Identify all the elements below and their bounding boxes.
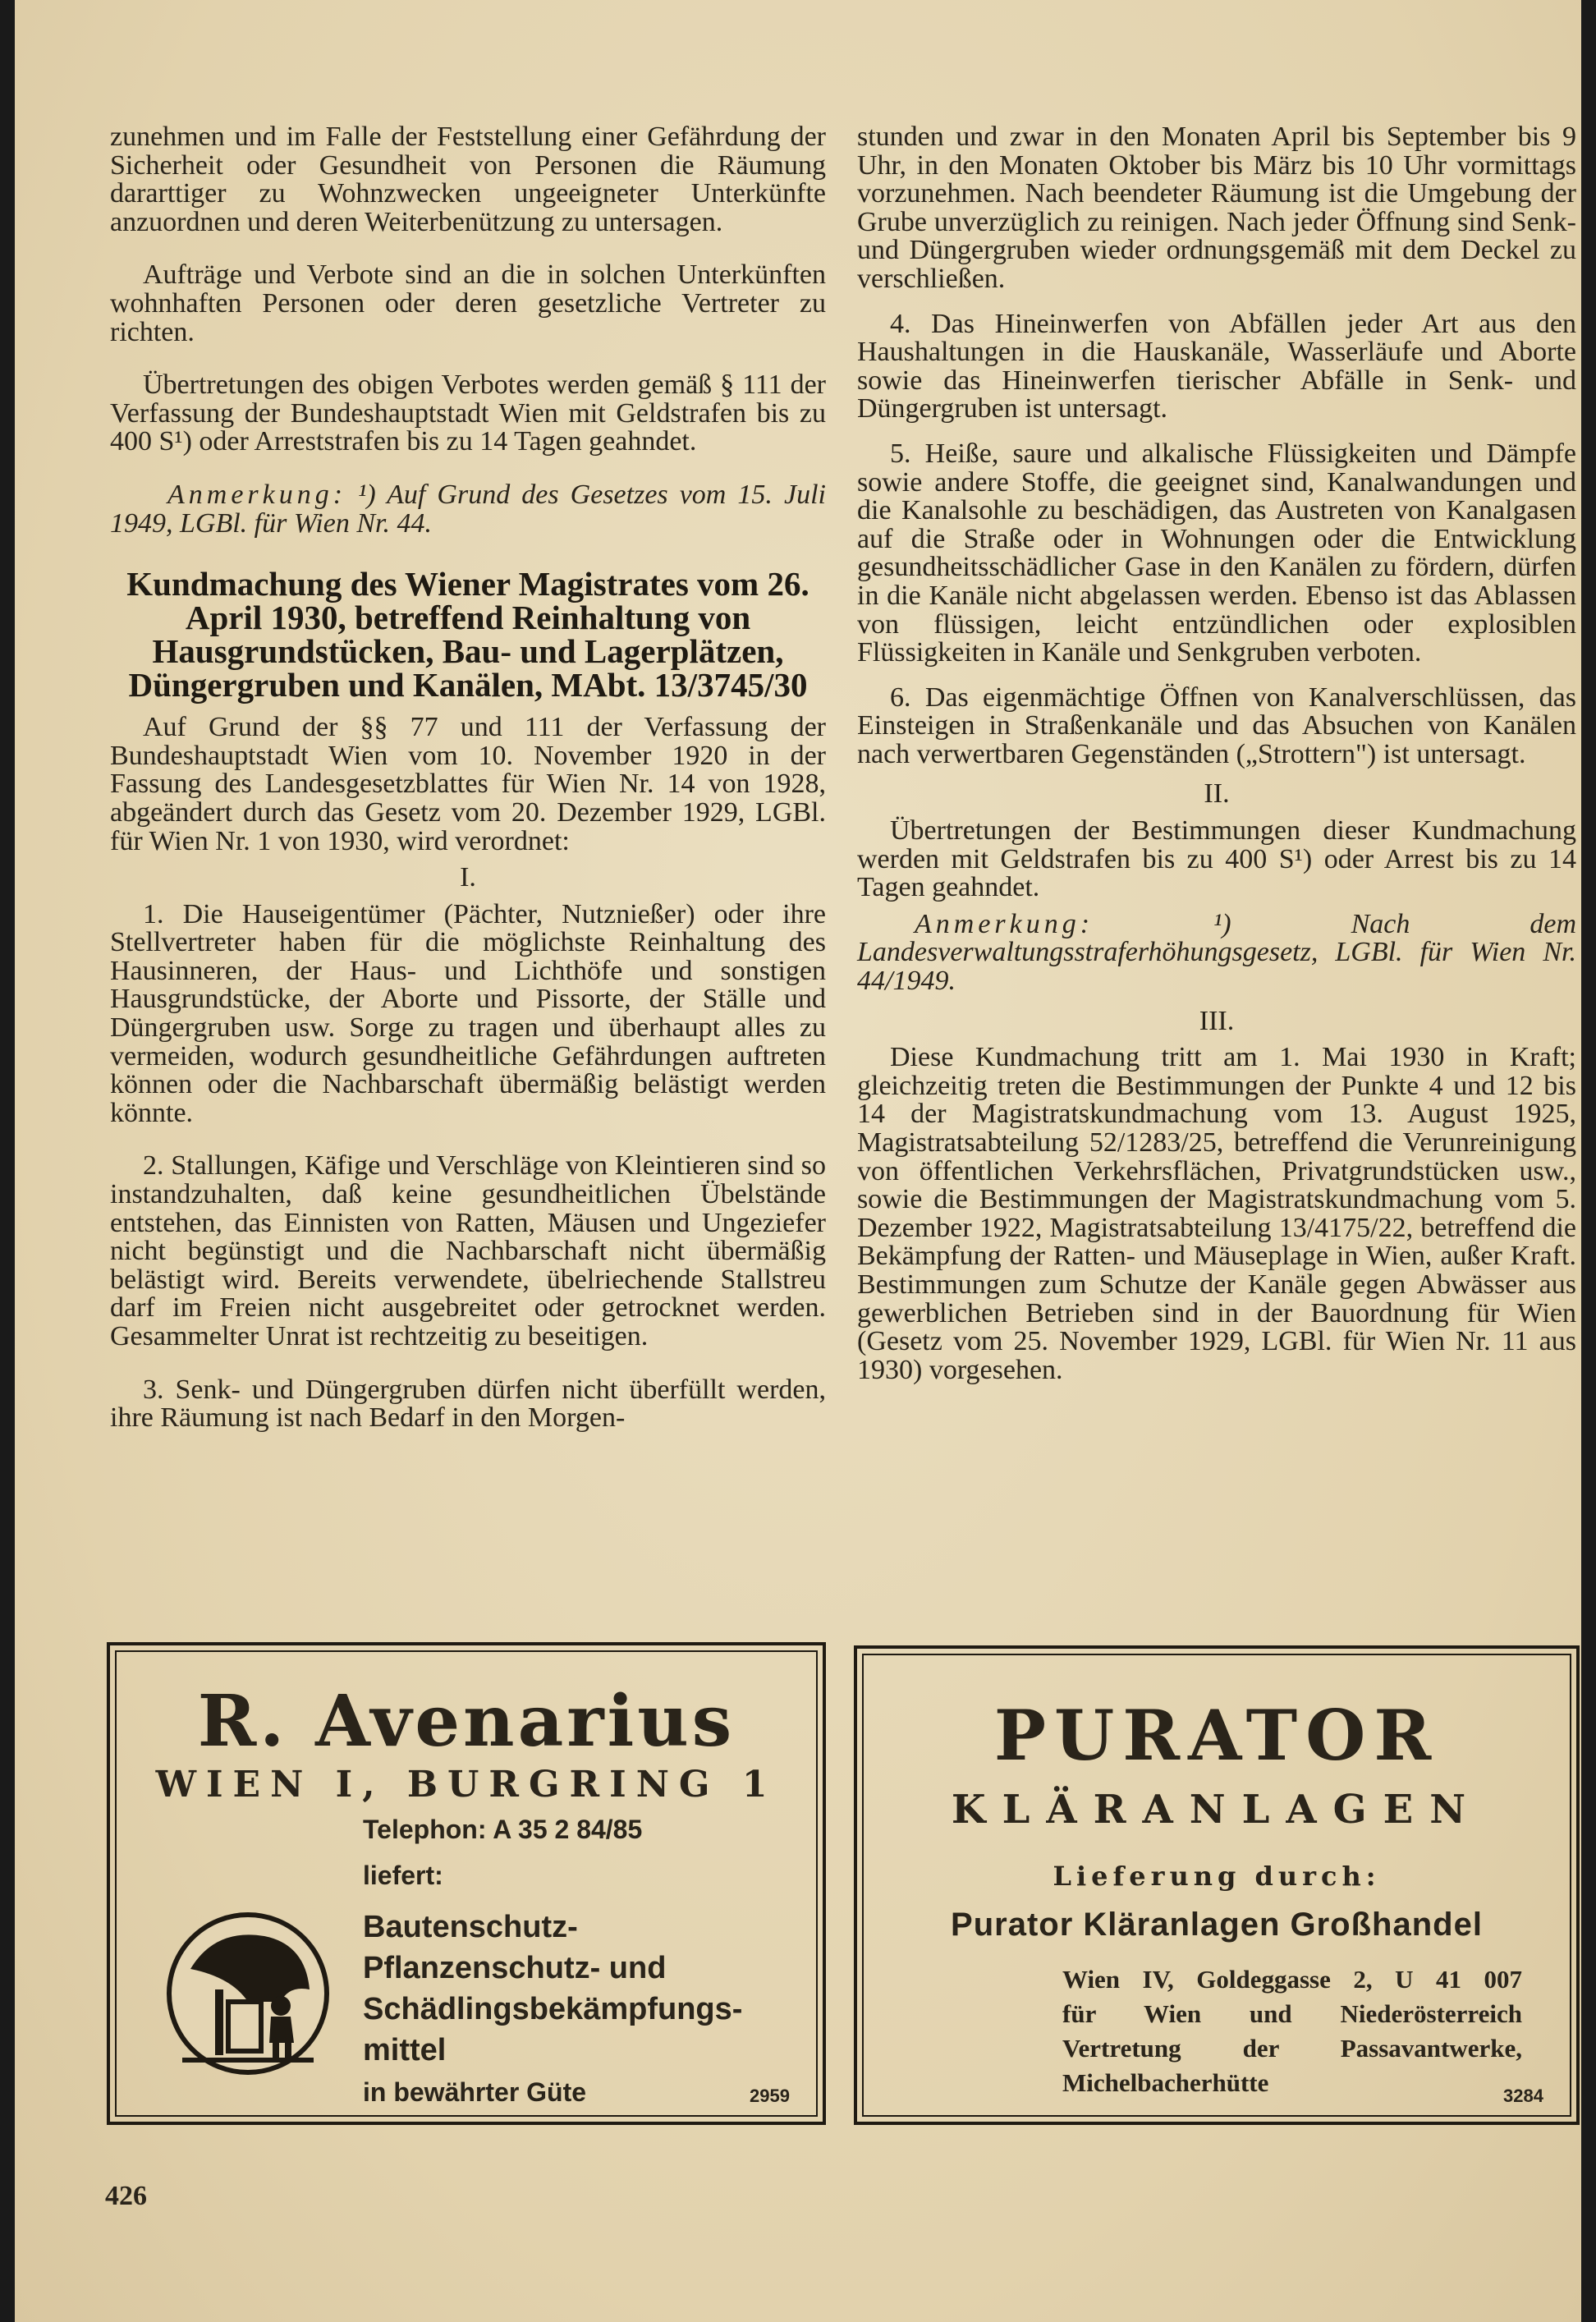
- company-phone: Telephon: A 35 2 84/85: [363, 1815, 643, 1844]
- paragraph: Übertretungen des obigen Verbotes werden gemäß § 111 der Verfassung der Bundeshauptstadt Wien mit Geldstrafen bis zu 400 S¹) oder Arreststrafen bis zu 14 Tagen geahndet.: [110, 369, 826, 457]
- company-name: R. Avenarius: [197, 1680, 736, 1763]
- paragraph: 2. Stallungen, Käfige und Verschläge von Kleintieren sind so instandzuhalten, daß keine gesundheitlichen Übelstände entstehen, das Einnisten von Ratten, Mäusen und Ungeziefer nicht begünstigt und die Nachbarschaft nicht übermäßig belästigt wird. Bereits verwendete, übelriechende Stallstreu darf im Freien nicht ausgebreitet oder getrocknet werden. Gesammelter Unrat ist rechtzeitig zu beseitigen.: [110, 1150, 826, 1351]
- paragraph: 3. Senk- und Düngergruben dürfen nicht überfüllt werden, ihre Räumung ist nach Bedarf in den Morgen-: [110, 1374, 826, 1434]
- company-address: WIEN I, BURGRING 1: [155, 1764, 777, 1806]
- paragraph: 1. Die Hauseigentümer (Pächter, Nutznießer) oder ihre Stellvertreter haben für die möglichste Reinhaltung des Hausinneren, der Haus- und Lichthöfe und sonstigen Hausgrundstücke, der Aborte und Pissorte, der Ställe und Düngergruben usw. Sorge zu tragen und überhaupt alles zu vermeiden, wodurch gesundheitliche Gefährdungen auftreten können oder die Nachbarschaft übermäßig belästigt werden könnte.: [110, 898, 826, 1128]
- left-column: [110, 123, 826, 1457]
- document-page: [15, 0, 1581, 2322]
- footnote-text: ¹) Nach dem Landesverwaltungsstraferhöhungsgesetz, LGBl. für Wien Nr. 44/1949.: [857, 908, 1576, 997]
- detail-line: Wien IV, Goldeggasse 2, U 41 007: [1062, 1965, 1522, 1994]
- section-number: III.: [1199, 1005, 1235, 1036]
- paragraph: Auf Grund der §§ 77 und 111 der Verfassung der Bundeshauptstadt Wien vom 10. November 1920 in der Fassung des Landesgesetzblattes für Wien Nr. 14 von 1928, abgeändert durch das Gesetz vom 20. Dezember 1929, LGBl. für Wien Nr. 1 von 1930, wird verordnet:: [110, 712, 826, 856]
- delivery-label: Lieferung durch:: [1053, 1861, 1381, 1892]
- paragraph: Übertretungen der Bestimmungen dieser Kundmachung werden mit Geldstrafen bis zu 400 S¹) oder Arrest bis zu 14 Tagen geahndet.: [857, 815, 1576, 903]
- distributor-details: [1062, 1962, 1522, 2100]
- detail-line: Michelbacherhütte: [1062, 2068, 1269, 2097]
- advertisement-purator: [854, 1645, 1580, 2125]
- footnote: [110, 481, 826, 538]
- product-list: [363, 1907, 742, 2071]
- advertisement-avenarius: [107, 1642, 826, 2125]
- paragraph: 4. Das Hineinwerfen von Abfällen jeder Art aus den Haushaltungen in die Hauskanäle, Wasserläufe und Aborte sowie das Hineinwerfen tierischer Abfälle in Senk- und Düngergruben ist untersagt.: [857, 308, 1576, 424]
- paragraph: stunden und zwar in den Monaten April bis September bis 9 Uhr, in den Monaten Oktober bis März bis 10 Uhr vormittags vorzunehmen. Nach beendeter Räumung ist die Umgebung der Grube unverzüglich zu reinigen. Nach jeder Öffnung sind Senk- und Düngergruben wieder ordnungsgemäß mit dem Deckel zu verschließen.: [857, 122, 1576, 294]
- footnote: [857, 908, 1576, 997]
- footnote-text: ¹) Auf Grund des Gesetzes vom 15. Juli 1949, LGBl. für Wien Nr. 44.: [110, 479, 826, 539]
- product-item: Pflanzenschutz- und: [363, 1951, 667, 1985]
- product-item: Bautenschutz-: [363, 1910, 578, 1944]
- detail-line: für Wien und Niederösterreich: [1062, 1999, 1522, 2028]
- brand-subtitle: KLÄRANLAGEN: [951, 1787, 1483, 1833]
- product-item: mittel: [363, 2033, 447, 2067]
- brand-name: PURATOR: [993, 1695, 1440, 1776]
- supplies-label: liefert:: [363, 1861, 443, 1890]
- product-item: Schädlingsbekämpfungs-: [363, 1992, 743, 2026]
- distributor-name: Purator Kläranlagen Großhandel: [951, 1907, 1483, 1943]
- section-heading: Kundmachung des Wiener Magistrates vom 26. April 1930, betreffend Reinhaltung von Hausgrundstücken, Bau- und Lagerplätzen, Düngergruben und Kanälen, MAbt. 13/3745/30: [126, 565, 809, 704]
- ad-code: 3284: [1503, 2086, 1543, 2106]
- paragraph: Aufträge und Verbote sind an die in solchen Unterkünften wohnhaften Personen oder deren gesetzliche Vertreter zu richten.: [110, 259, 826, 347]
- quality-note: in bewährter Güte: [363, 2077, 587, 2107]
- footnote-label: Anmerkung:: [915, 908, 1094, 939]
- paragraph: Diese Kundmachung tritt am 1. Mai 1930 in Kraft; gleichzeitig treten die Bestimmungen der Punkte 4 und 12 bis 14 der Magistratskundmachung vom 13. August 1925, Magistratsabteilung 52/1283/25, betreffend die Verunreinigung von öffentlichen Verkehrsflächen, Privatgrundstücken usw., sowie die Bestimmungen der Magistratskundmachung vom 5. Dezember 1922, Magistratsabteilung 13/4175/22, betreffend die Bekämpfung der Ratten- und Mäuseplage in Wien, außer Kraft. Bestimmungen zum Schutze der Kanäle gegen Abwässer aus gewerblichen Betrieben sind in der Bauordnung für Wien (Gesetz vom 25. November 1929, LGBl. für Wien Nr. 11 aus 1930) vorgesehen.: [857, 1042, 1576, 1385]
- footnote-label: Anmerkung:: [167, 479, 347, 510]
- right-column: [857, 123, 1576, 1409]
- section-number: I.: [460, 862, 476, 893]
- paragraph: 5. Heiße, saure und alkalische Flüssigkeiten und Dämpfe sowie andere Stoffe, die geeignet sind, Kanalwandungen und die Kanalsohle zu beschädigen, das Austreten von Kanalgasen auf die Straße oder in Wohnungen oder die Entwicklung gesundheitsschädlicher Gase in den Kanälen zu fördern, dürfen in die Kanäle nicht abgelassen werden. Ebenso ist das Ablassen von flüssigen, leicht entzündlichen oder explosiblen Flüssigkeiten in Kanäle und Senkgruben verboten.: [857, 438, 1576, 668]
- paragraph: zunehmen und im Falle der Feststellung einer Gefährdung der Sicherheit oder Gesundheit von Personen die Räumung dararttiger zu Wohnzwecken ungeeigneter Unterkünfte anzuordnen und deren Weiterbenützung zu untersagen.: [110, 122, 826, 237]
- page-number: 426: [105, 2181, 147, 2211]
- ad-frame: [115, 1650, 818, 2117]
- gardener-tree-logo-icon: [166, 1911, 330, 2076]
- section-number: II.: [1204, 778, 1230, 810]
- ad-code: 2959: [750, 2086, 790, 2106]
- paragraph: 6. Das eigenmächtige Öffnen von Kanalverschlüssen, das Einsteigen in Straßenkanäle und das Absuchen von Kanälen nach verwertbaren Gegenständen („Strottern") ist untersagt.: [857, 681, 1576, 769]
- detail-line: Vertretung der Passavantwerke,: [1062, 2034, 1522, 2063]
- ad-frame: [862, 1654, 1571, 2117]
